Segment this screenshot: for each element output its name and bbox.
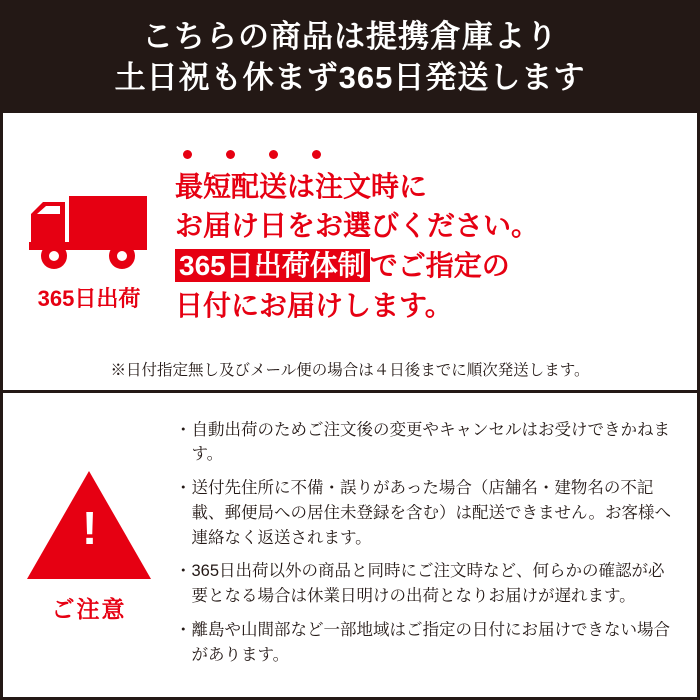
shipping-note: ※日付指定無し及びメール便の場合は４日後までに順次発送します。 <box>110 362 590 379</box>
list-item-text: 離島や山間部など一部地域はご指定の日付にお届けできない場合があります。 <box>191 620 670 664</box>
shipping-section-body <box>3 121 697 354</box>
shipping-message-line-4: 日付にお届けします。 <box>175 289 453 321</box>
shipping-message-line-1: 最短配送は注文時に <box>175 170 428 202</box>
shipping-message-line-3-rest: でご指定の <box>369 250 510 281</box>
caution-list <box>175 407 697 687</box>
header-line-2: 土日祝も休まず365日発送します <box>114 60 586 95</box>
bullet-icon: ・ <box>175 479 192 498</box>
bullet-icon: ・ <box>175 620 192 639</box>
list-item-text: 365日出荷以外の商品と同時にご注文時など、何らかの確認が必要となる場合は休業日明けの出荷となりお届けが遅れます。 <box>191 562 665 606</box>
caution-section <box>3 393 697 697</box>
shipping-message-line-2: お届け日をお選びください。 <box>175 210 540 242</box>
truck-column <box>3 121 175 354</box>
decorative-dots <box>183 150 681 159</box>
caution-icon-column <box>3 407 175 687</box>
dot-icon <box>183 150 192 159</box>
list-item <box>175 476 679 550</box>
bullet-icon: ・ <box>175 420 192 439</box>
exclamation-icon: ! <box>82 501 98 554</box>
shipping-section <box>3 113 697 393</box>
banner-header <box>3 3 697 113</box>
bullet-icon: ・ <box>175 562 192 581</box>
truck-label: 365日出荷 <box>37 286 141 311</box>
list-item-text: 自動出荷のためご注文後の変更やキャンセルはお受けできかねます。 <box>191 420 670 464</box>
dot-icon <box>269 150 278 159</box>
list-item <box>175 559 679 609</box>
list-item <box>175 418 679 468</box>
caution-label: ご注意 <box>51 595 127 622</box>
header-line-1: こちらの商品は提携倉庫より <box>142 19 558 55</box>
shipping-message-line-3 <box>175 246 681 286</box>
warning-triangle-icon <box>27 471 151 579</box>
dot-icon <box>226 150 235 159</box>
list-item-text: 送付先住所に不備・誤りがあった場合（店舗名・建物名の不記載、郵便局への居住未登録を含む）は配送できません。お客様へ連絡なく返送されます。 <box>191 479 671 547</box>
highlight-365-shipping: 365日出荷体制 <box>175 249 370 282</box>
shipping-message <box>175 121 697 354</box>
list-item <box>175 618 679 668</box>
dot-icon <box>312 150 321 159</box>
delivery-truck-icon <box>23 188 155 274</box>
